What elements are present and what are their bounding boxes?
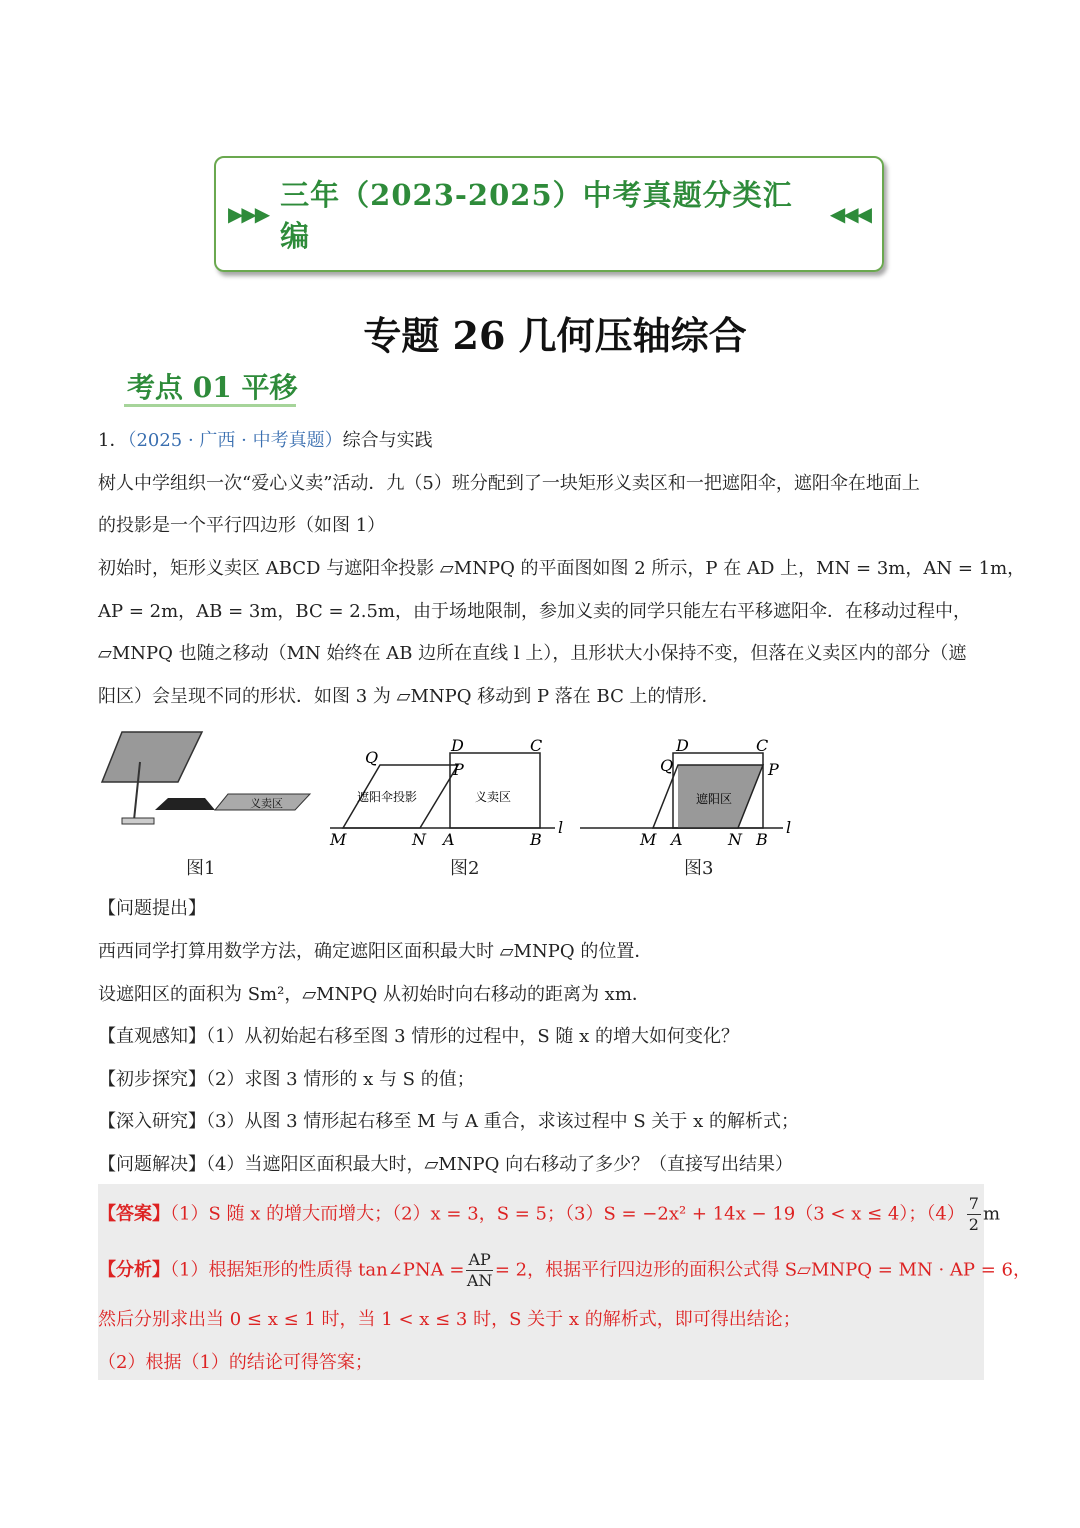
banner-title: 三年（2023-2025）中考真题分类汇编 xyxy=(280,178,793,253)
answer-1: （1）S 随 x 的增大而增大； xyxy=(170,1203,393,1225)
problem-p2: 设遮阳区的面积为 Sm²，▱MNPQ 从初始时向右移动的距离为 xm． xyxy=(98,984,650,1005)
fig3-A: A xyxy=(671,830,683,849)
answer-4-unit: m xyxy=(982,1203,1001,1225)
fig2-C: C xyxy=(530,736,543,755)
fig2-left-label: 遮阳伞投影 xyxy=(357,790,418,804)
fig3-B: B xyxy=(756,830,768,849)
problem-q2: 【初步探究】（2）求图 3 情形的 x 与 S 的值； xyxy=(98,1069,475,1090)
question-p5: ▱MNPQ 也随之移动（MN 始终在 AB 边所在直线 l 上），且形状大小保持不变，但落在义卖区内的部分（遮 xyxy=(98,643,967,664)
analysis-line-3: （2）根据（1）的结论可得答案； xyxy=(98,1352,373,1373)
fig2-D: D xyxy=(451,736,464,755)
question-p3: 初始时，矩形义卖区 ABCD 与遮阳伞投影 ▱MNPQ 的平面图如图 2 所示，P 在 AD 上，MN = 3m，AN = 1m， xyxy=(98,558,1026,579)
answer-2: （2）x = 3，S = 5； xyxy=(392,1203,565,1225)
fig3-N: N xyxy=(728,830,742,849)
fig1-caption: 图1 xyxy=(186,858,216,879)
figure-1 xyxy=(100,724,315,834)
problem-p1: 西西同学打算用数学方法，确定遮阳区面积最大时 ▱MNPQ 的位置． xyxy=(98,941,653,962)
section-title: 考点 01 平移 xyxy=(127,371,298,404)
fig3-Q: Q xyxy=(660,756,674,775)
fig2-caption: 图2 xyxy=(450,858,480,879)
question-source: （2025 · 广西 · 中考真题） xyxy=(127,430,343,451)
question-number: 1． xyxy=(98,430,128,451)
problem-heading: 【问题提出】 xyxy=(98,898,206,919)
fig2-N: N xyxy=(412,830,426,849)
analysis-label: 【分析】 xyxy=(98,1259,170,1281)
answer-4-fraction xyxy=(967,1194,981,1235)
problem-q3: 【深入研究】（3）从图 3 情形起右移至 M 与 A 重合，求该过程中 S 关于 x 的解析式； xyxy=(98,1111,800,1132)
analysis-fraction xyxy=(466,1250,492,1291)
question-header xyxy=(98,426,433,452)
fig2-right-label: 义卖区 xyxy=(475,790,512,804)
answer-line xyxy=(98,1194,1000,1235)
fig3-M: M xyxy=(640,830,657,849)
fig2-l: l xyxy=(558,818,564,837)
fig3-C: C xyxy=(756,736,769,755)
analysis-line-2: 然后分别求出当 0 ≤ x ≤ 1 时，当 1 < x ≤ 3 时，S 关于 x 的解析式，即可得出结论； xyxy=(98,1309,801,1330)
page-title: 专题 26 几何压轴综合 xyxy=(363,313,747,358)
question-p6: 阳区）会呈现不同的形状．如图 3 为 ▱MNPQ 移动到 P 落在 BC 上的情形． xyxy=(98,686,720,707)
right-arrows-icon: ◀◀◀ xyxy=(829,202,870,226)
fig2-A: A xyxy=(443,830,455,849)
fig2-Q: Q xyxy=(365,748,379,767)
umbrella-base xyxy=(122,818,154,824)
answer-3: （3）S = −2x² + 14x − 19（3 < x ≤ 4）； xyxy=(565,1203,927,1225)
answer-4-prefix: （4） xyxy=(926,1203,965,1225)
answer-4-numerator: 7 xyxy=(968,1194,979,1213)
analysis-l1-pre: （1）根据矩形的性质得 tan∠PNA = xyxy=(170,1259,465,1281)
fig3-D: D xyxy=(676,736,689,755)
umbrella-top xyxy=(102,732,202,782)
analysis-l1-mid: = 2，根据平行四边形的面积公式得 S▱MNPQ = MN · AP = 6， xyxy=(494,1259,1031,1281)
fig3-l: l xyxy=(786,818,792,837)
fig3-P: P xyxy=(768,760,779,779)
question-p4: AP = 2m，AB = 3m，BC = 2.5m，由于场地限制，参加义卖的同学只能左右平移遮阳伞．在移动过程中， xyxy=(98,601,971,622)
answer-4-denominator: 2 xyxy=(968,1215,979,1234)
left-arrows-icon: ▶▶▶ xyxy=(228,202,269,226)
figure-2 xyxy=(325,735,575,855)
problem-q1: 【直观感知】（1）从初始起右移至图 3 情形的过程中，S 随 x 的增大如何变化？ xyxy=(98,1026,739,1047)
fig3-label: 遮阳区 xyxy=(696,792,733,806)
analysis-line-1 xyxy=(98,1250,1031,1291)
question-p2: 的投影是一个平行四边形（如图 1） xyxy=(98,515,386,536)
answer-label: 【答案】 xyxy=(98,1203,170,1225)
fig2-P: P xyxy=(453,760,464,779)
fig3-caption: 图3 xyxy=(684,858,714,879)
question-type: 综合与实践 xyxy=(342,430,433,451)
fig2-B: B xyxy=(530,830,542,849)
analysis-numerator: AP xyxy=(468,1250,491,1269)
problem-q4: 【问题解决】（4）当遮阳区面积最大时，▱MNPQ 向右移动了多少？（直接写出结果） xyxy=(98,1154,794,1175)
shadow-black xyxy=(155,798,215,810)
fig2-M: M xyxy=(330,830,347,849)
fig1-label: 义卖区 xyxy=(250,797,283,810)
figure-3 xyxy=(578,735,808,855)
header-banner xyxy=(214,156,884,272)
analysis-denominator: AN xyxy=(466,1271,493,1290)
question-p1: 树人中学组织一次“爱心义卖”活动．九（5）班分配到了一块矩形义卖区和一把遮阳伞，遮阳伞在地面上 xyxy=(98,473,920,494)
